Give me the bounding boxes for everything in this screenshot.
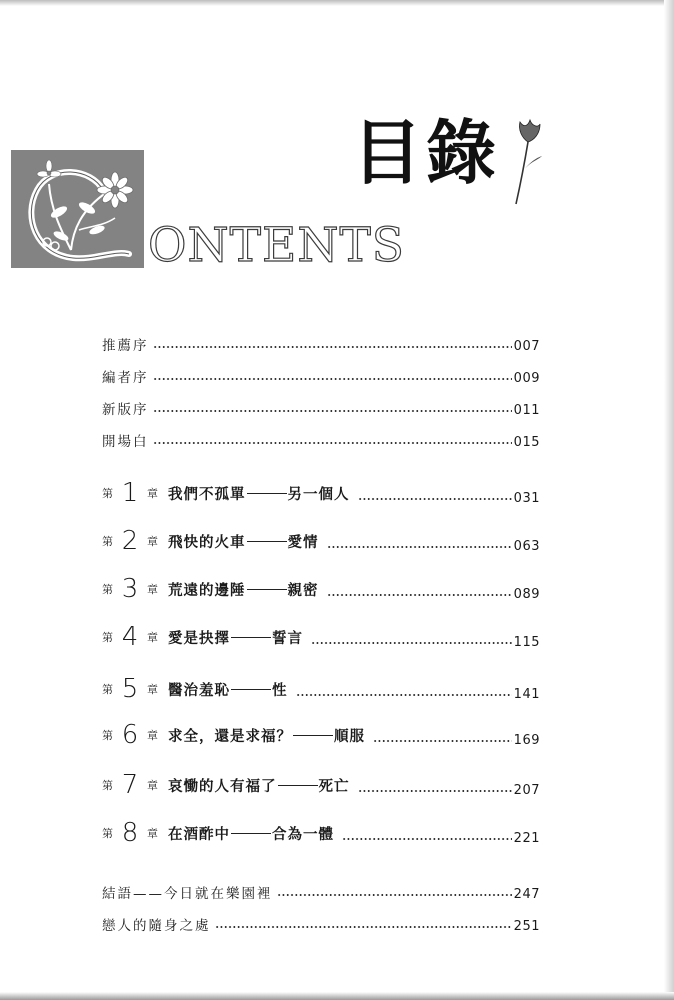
chapter-title: 哀慟的人有福了 [168, 778, 277, 795]
toc-chapter-entry[interactable] [102, 716, 540, 748]
dot-leader [358, 498, 512, 500]
chapter-suffix: 章 [147, 583, 158, 596]
toc-back-matter-entry[interactable] [102, 870, 540, 902]
dot-leader [215, 926, 512, 928]
dot-leader [153, 442, 512, 444]
chapter-number: 1 [121, 478, 139, 508]
em-dash [247, 589, 287, 590]
chapter-number: 3 [121, 574, 139, 604]
chapter-theme: 合為一體 [272, 826, 334, 843]
toc-page-number: 141 [513, 687, 540, 702]
toc-page-number: 247 [513, 887, 540, 902]
chapter-prefix: 第 [102, 535, 113, 548]
chapter-theme: 性 [272, 682, 288, 699]
chapter-suffix: 章 [147, 535, 158, 548]
toc-page-number: 007 [513, 339, 540, 354]
toc-page-number: 169 [513, 733, 540, 748]
chapter-suffix: 章 [147, 683, 158, 696]
toc-page-number: 221 [513, 831, 540, 846]
chapter-label [102, 772, 358, 798]
em-dash [247, 493, 287, 494]
toc-entry-label: 編者序 [102, 370, 149, 386]
toc-entry-label: 開場白 [102, 434, 149, 450]
toc-entry-label: 戀人的隨身之處 [102, 918, 211, 934]
chapter-prefix: 第 [102, 683, 113, 696]
toc-entry-label: 結語——今日就在樂園裡 [102, 886, 273, 902]
chapter-title: 飛快的火車 [168, 534, 246, 551]
chapter-suffix: 章 [147, 487, 158, 500]
em-dash [231, 689, 271, 690]
em-dash [231, 637, 271, 638]
chapter-label [102, 624, 311, 650]
chapter-label [102, 820, 342, 846]
dot-leader [153, 410, 512, 412]
chapter-suffix: 章 [147, 729, 158, 742]
toc-front-matter-entry[interactable] [102, 386, 540, 418]
dot-leader [327, 594, 512, 596]
chapter-number: 2 [121, 526, 139, 556]
toc-page-number: 011 [513, 403, 540, 418]
toc-page-number: 207 [513, 783, 540, 798]
contents-heading-en: ONTENTS [148, 218, 405, 273]
toc-chapter-entry[interactable] [102, 814, 540, 846]
toc-chapter-entry[interactable] [102, 670, 540, 702]
toc-entry-label: 推薦序 [102, 338, 149, 354]
toc-chapter-entry[interactable] [102, 570, 540, 602]
chapter-theme: 死亡 [318, 778, 350, 795]
dot-leader [153, 346, 512, 348]
chapter-prefix: 第 [102, 827, 113, 840]
dot-leader [311, 642, 512, 644]
chapter-theme: 誓言 [272, 630, 303, 647]
toc-page-number: 031 [513, 491, 540, 506]
chapter-theme: 另一個人 [287, 486, 350, 503]
chapter-prefix: 第 [102, 779, 113, 792]
toc-chapter-entry[interactable] [102, 766, 540, 798]
toc-back-matter-entry[interactable] [102, 902, 540, 934]
chapter-suffix: 章 [147, 779, 158, 792]
chapter-label [102, 528, 327, 554]
toc-chapter-entry[interactable] [102, 618, 540, 650]
toc-page-number: 115 [513, 635, 540, 650]
dot-leader [327, 546, 512, 548]
chapter-number: 4 [121, 622, 139, 652]
chapter-suffix: 章 [147, 631, 158, 644]
chapter-number: 5 [121, 674, 139, 704]
chapter-title: 愛是抉擇 [168, 630, 230, 647]
chapter-label [102, 480, 358, 506]
em-dash [231, 833, 271, 834]
chapter-theme: 親密 [287, 582, 319, 599]
chapter-theme: 順服 [334, 728, 365, 745]
toc-entry-label: 新版序 [102, 402, 149, 418]
chapter-prefix: 第 [102, 487, 113, 500]
chapter-prefix: 第 [102, 729, 113, 742]
em-dash [293, 735, 333, 736]
chapter-label [102, 676, 296, 702]
chapter-title: 荒遠的邊陲 [168, 582, 246, 599]
toc-chapter-entry[interactable] [102, 522, 540, 554]
dot-leader [342, 838, 512, 840]
chapter-label [102, 576, 327, 602]
dot-leader [296, 694, 512, 696]
toc-front-matter-entry[interactable] [102, 354, 540, 386]
chapter-label [102, 722, 373, 748]
chapter-prefix: 第 [102, 583, 113, 596]
chapter-number: 8 [121, 818, 139, 848]
chapter-number: 6 [121, 720, 139, 750]
toc-front-matter-entry[interactable] [102, 418, 540, 450]
toc-page-number: 015 [513, 435, 540, 450]
chapter-number: 7 [121, 770, 139, 800]
dot-leader [153, 378, 512, 380]
chapter-title: 求全，還是求福？ [168, 728, 292, 745]
page-title: 目錄 [352, 112, 500, 194]
chapter-theme: 愛情 [287, 534, 319, 551]
chapter-title: 在酒酢中 [168, 826, 230, 843]
chapter-title: 醫治羞恥 [168, 682, 230, 699]
chapter-prefix: 第 [102, 631, 113, 644]
toc-page-number: 063 [513, 539, 540, 554]
toc-page-number: 009 [513, 371, 540, 386]
chapter-suffix: 章 [147, 827, 158, 840]
toc-page-number: 251 [513, 919, 540, 934]
chapter-title: 我們不孤單 [168, 486, 246, 503]
toc-page-number: 089 [513, 587, 540, 602]
em-dash [247, 541, 287, 542]
dot-leader [358, 790, 512, 792]
toc-chapter-entry[interactable] [102, 474, 540, 506]
dot-leader [277, 894, 512, 896]
em-dash [278, 785, 318, 786]
dot-leader [373, 740, 512, 742]
toc-front-matter-entry[interactable] [102, 322, 540, 354]
